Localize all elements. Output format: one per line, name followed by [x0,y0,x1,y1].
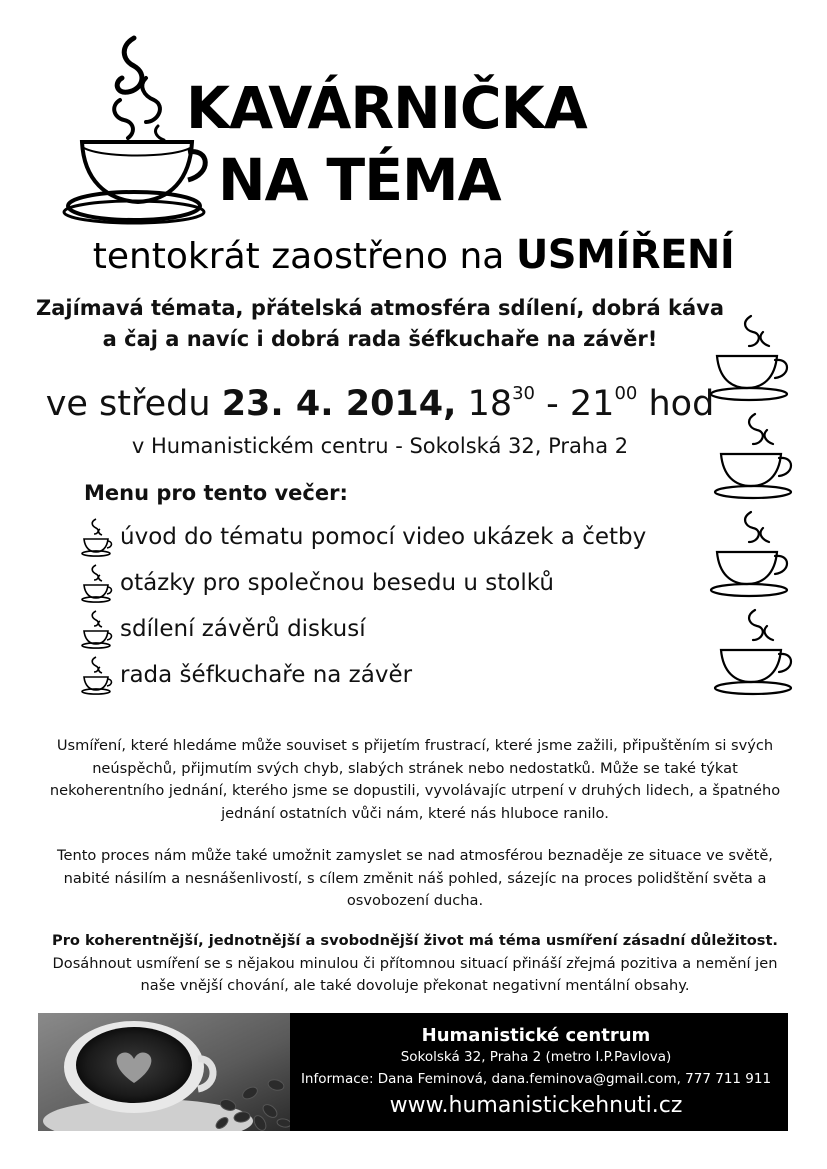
body-paragraph-2: Tento proces nám může také umožnit zamyslet se nad atmosférou beznaděje ze situace ve světě, nabité násilím a nesnášenlivostí, s cílem změnit náš pohled, sázejíc na proces polidštění světa a osvobození ducha. [57,847,773,909]
coffee-cup-icon [80,609,114,649]
menu-item-text: otázky pro společnou besedu u stolků [120,570,554,596]
subtitle-prefix: tentokrát zaostřeno na [92,236,516,277]
event-date-time [40,384,720,424]
event-end-min: 00 [614,383,638,404]
footer-contact-info: Informace: Dana Feminová, dana.feminova@gmail.com, 777 711 911 [300,1071,772,1087]
coffee-cup-icon [80,563,114,603]
event-place: v Humanistickém centru - Sokolská 32, Praha 2 [131,434,629,458]
event-start-hour: 18 [456,384,513,424]
subtitle [0,232,827,278]
event-prefix: ve středu [45,384,222,424]
menu-item [80,560,646,606]
coffee-cup-icon [80,517,114,557]
subtitle-topic: USMÍŘENÍ [515,232,735,278]
title-line-2: NA TÉMA [218,146,501,214]
decorative-coffee-cups-icon [705,312,800,707]
intro-line-1: Zajímavá témata, přátelská atmosféra sdílení, dobrá káva [35,296,724,320]
event-separator: - 21 [535,384,615,424]
body-paragraph-3-bold: Pro koherentnější, jednotnější a svobodnější život má téma usmíření zásadní důležitost. [52,932,778,949]
intro-text [30,293,730,355]
footer-organization: Humanistické centrum [421,1025,651,1046]
body-paragraph-1: Usmíření, které hledáme může souviset s přijetím frustrací, které jsme zažili, připuštěním si svých neúspěchů, přijmutím svých chyb, slabých stránek nebo nedostatků. Může se také týkat nekoherentního jednání, kterého jsme se dopustili, vyvolávajíc utrpení v druhých lidech, a špatného jednání ostatních vůči nám, které nás hluboce ranilo. [49,737,781,822]
coffee-cup-icon [80,655,114,695]
footer-address: Sokolská 32, Praha 2 (metro I.P.Pavlova) [400,1049,672,1065]
menu-item-text: rada šéfkuchaře na závěr [120,662,413,688]
event-date: 23. 4. 2014, [221,384,457,424]
menu-list [80,514,646,698]
menu-item-text: úvod do tématu pomocí video ukázek a četby [120,524,647,550]
event-suffix: hod [637,384,715,424]
menu-item [80,514,646,560]
menu-title: Menu pro tento večer: [84,481,348,505]
event-start-min: 30 [512,383,536,404]
body-paragraph-3 [40,930,790,998]
footer-website-link[interactable]: www.humanistickehnuti.cz [389,1093,683,1118]
intro-line-2: a čaj a navíc i dobrá rada šéfkuchaře na závěr! [102,327,658,351]
coffee-cup-photo [38,1013,290,1131]
body-paragraph-3-rest: Dosáhnout usmíření se s nějakou minulou či přítomnou situací přináší zřejmá pozitiva a nemění jen naše vnější chování, ale také dovoluje překonat negativní mentální obsahy. [52,954,778,994]
title-line-1: KAVÁRNIČKA [186,74,587,142]
menu-item-text: sdílení závěrů diskusí [120,616,366,642]
menu-item [80,652,646,698]
menu-item [80,606,646,652]
